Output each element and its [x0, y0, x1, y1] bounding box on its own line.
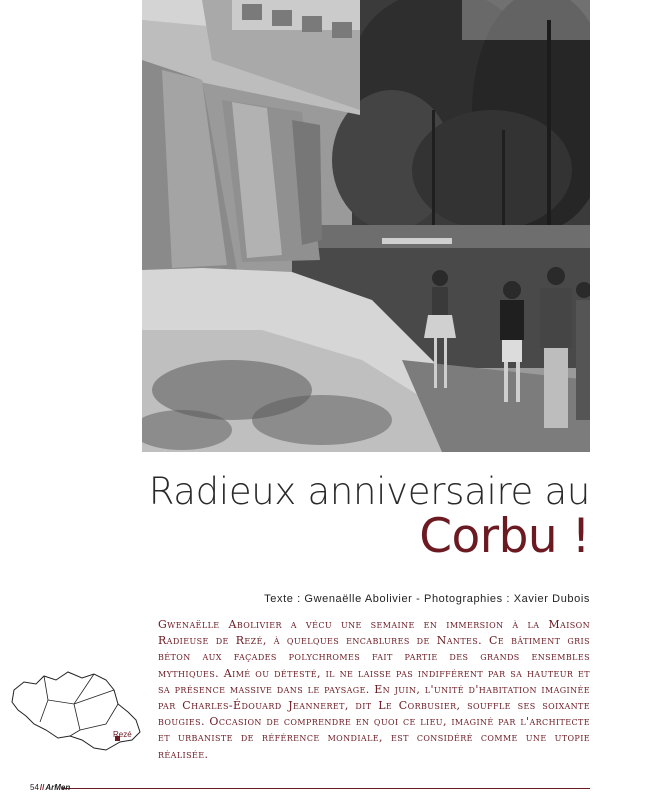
article-title-line-2: Corbu ! — [419, 509, 590, 564]
brittany-map-icon — [10, 660, 145, 760]
page-folio — [30, 783, 70, 792]
folio-separator: // — [39, 783, 45, 792]
article-title-line-1: Radieux anniversaire au — [148, 470, 590, 513]
locator-map — [10, 660, 145, 760]
map-city-label: Rezé — [113, 730, 132, 739]
footer-rule — [62, 788, 590, 789]
article-lead-paragraph: Gwenaëlle Abolivier a vécu une semaine en immersion à la Maison Radieuse de Rezé, à quelques encablures de Nantes. Ce bâtiment gris béton aux façades polychromes fait partie des grands ensembles mythiques. Aimé ou détesté, il ne laisse pas indifférent par sa hauteur et sa présence massive dans le paysage. En juin, l'unité d'habitation imaginée par Charles-Édouard Jeanneret, dit Le Corbusier, souffle ses soixante bougies. Occasion de comprendre en quoi ce lieu, imaginé par l'architecte et urbaniste de référence mondiale, est considéré comme une utopie réalisée. — [158, 618, 590, 761]
page-number: 54 — [30, 783, 39, 792]
magazine-name: ArMen — [45, 783, 71, 792]
hero-photo — [142, 0, 590, 452]
photo-illustration — [142, 0, 590, 452]
article-credits: Texte : Gwenaëlle Abolivier - Photographies : Xavier Dubois — [264, 593, 590, 605]
